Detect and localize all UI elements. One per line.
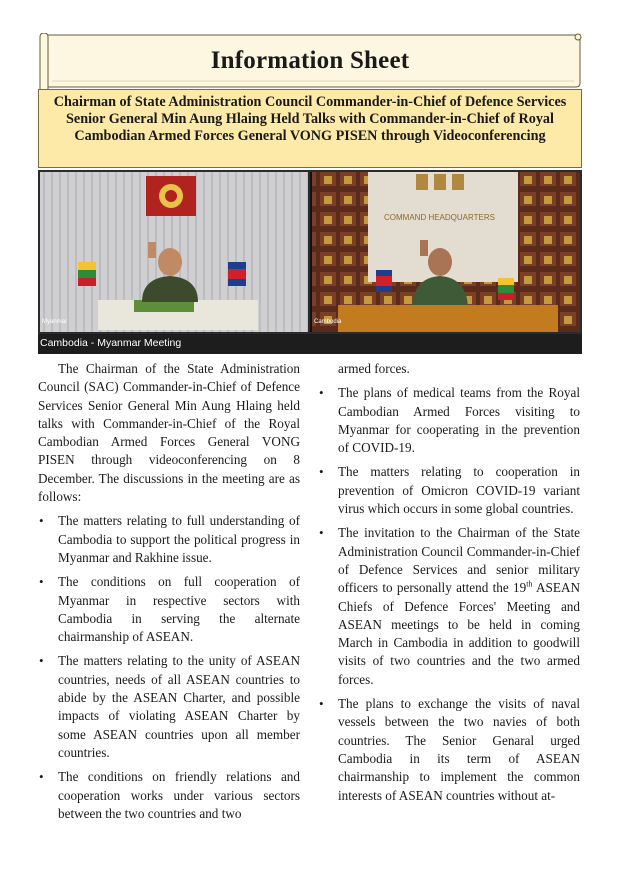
bullet-icon: • [319, 385, 324, 401]
left-video-tag: Myanmar [42, 319, 68, 325]
continued-text: armed forces. [338, 361, 410, 376]
list-item: • The matters relating to full understanding of Cambodia to support the political progress in Myanmar and Rakhine issue. [39, 513, 300, 565]
photo-caption: Cambodia - Myanmar Meeting [40, 337, 182, 349]
list-item: • The conditions on full cooperation of Myanmar in respective sectors with Cambodia in serving the alternate chairmanship of ASEAN. [39, 574, 300, 645]
list-item: • The matters relating to cooperation in prevention of Omicron COVID-19 variant virus which occurs in some global countries. [319, 464, 580, 517]
title-banner [38, 33, 582, 89]
sheet-title: Information Sheet [210, 47, 410, 74]
intro-paragraph: The Chairman of the State Administration Council (SAC) Commander-in-Chief of Defence Services Senior General Min Aung Hlaing held talks with Commander-in-Chief of the Royal Cambodian Armed Forces General VONG PISEN through videoconferencing on 8 December. The discussions in the meeting are as follows: [38, 361, 300, 505]
list-item: • The conditions on friendly relations and cooperation works under various sectors between the two countries and two [39, 769, 300, 821]
bullet-icon: • [319, 525, 324, 541]
list-item: • The plans of medical teams from the Royal Cambodian Armed Forces visiting to Myanmar for cooperating in the prevention of COVID-19. [319, 385, 580, 456]
right-video-tag: Cambodia [314, 319, 342, 325]
bullet-icon: • [319, 696, 324, 712]
hq-sign: COMMAND HEADQUARTERS [384, 213, 495, 222]
bullet-icon: • [319, 464, 324, 480]
bullet-icon: • [39, 513, 44, 529]
bullet-icon: • [39, 653, 44, 669]
list-item: • The invitation to the Chairman of the State Administration Council Commander-in-Chief of Defence Services and senior military officers to personally attend the 19th ASEAN Chiefs of Defence Forces' Meeting and ASEAN meetings to be held in coming March in Cambodia in addition to goodwill visits of two countries and the two armed forces. [319, 525, 580, 687]
bullet-icon: • [39, 574, 44, 590]
bullet-icon: • [39, 769, 44, 785]
list-item: • The matters relating to the unity of ASEAN countries, needs of all ASEAN countries to abide by the ASEAN Charter, and possible impacts of violating ASEAN Charter by some ASEAN countries upon all member countries. [39, 653, 300, 760]
headline: Chairman of State Administration Council Commander-in-Chief of Defence Services Senior General Min Aung Hlaing Held Talks with Commander-in-Chief of Royal Cambodian Armed Forces General VONG PISEN through Videoconferencing [38, 89, 582, 168]
right-bullet-list [318, 384, 580, 805]
left-column [38, 360, 300, 829]
meeting-photo [38, 170, 582, 354]
left-bullet-list [38, 512, 300, 823]
videoconference-image [38, 170, 582, 354]
list-item: • The plans to exchange the visits of naval vessels between the two navies of both countries. The Senior Genaral urged Cambodia in its term of ASEAN chairmanship to implement the common interests of ASEAN countries without at- [319, 696, 580, 803]
right-column [318, 360, 580, 811]
